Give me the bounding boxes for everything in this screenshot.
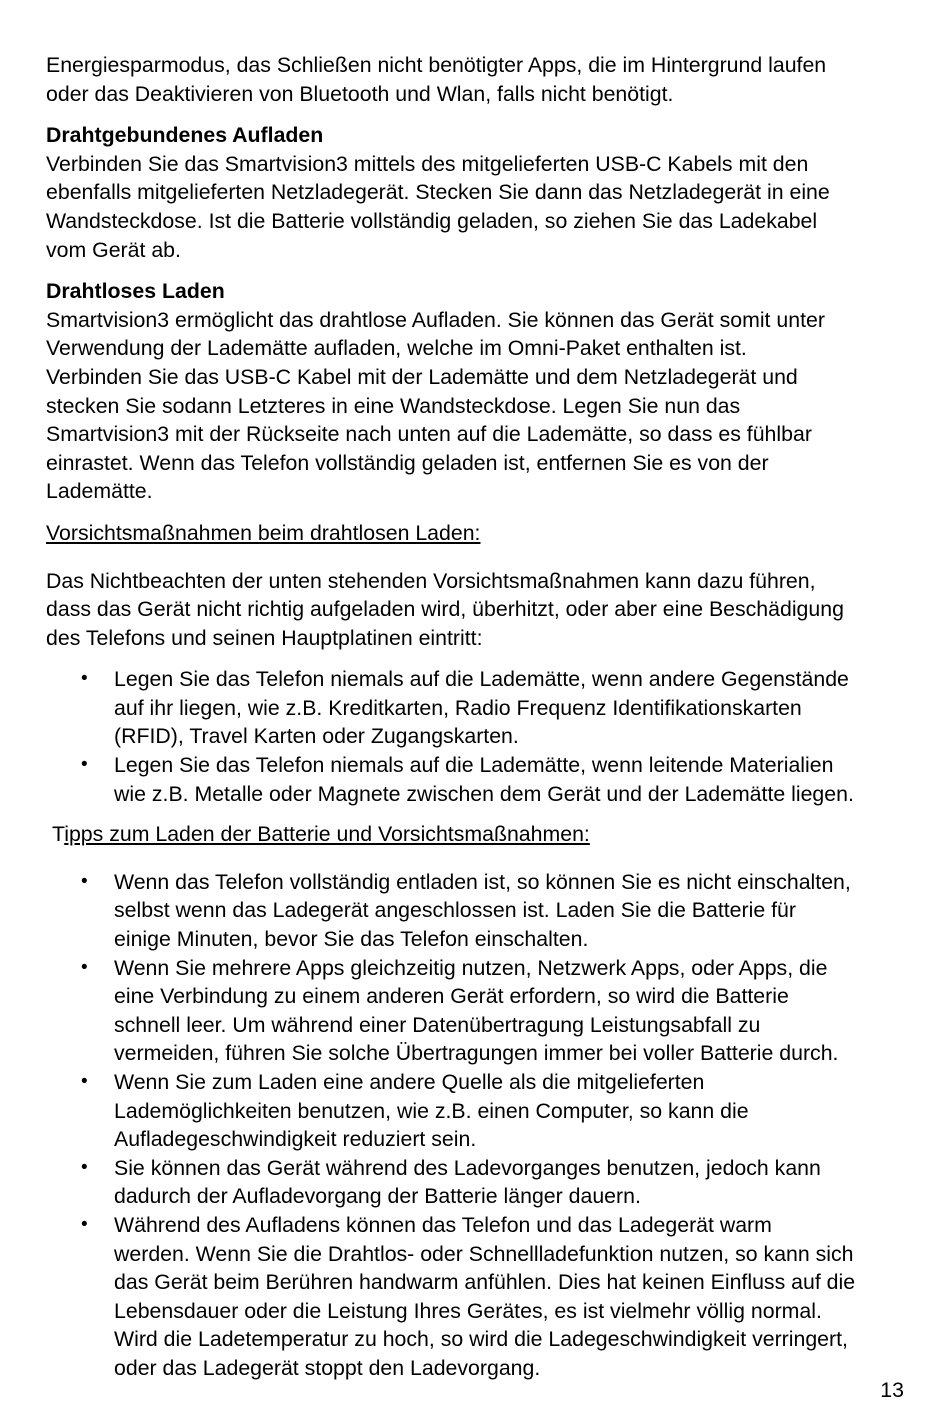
list-item-line: Während des Aufladens können das Telefon und das Ladegerät warm — [114, 1212, 772, 1237]
page-number: 13 — [880, 1378, 904, 1402]
list-item-line: selbst wenn das Ladegerät angeschlossen ist. Laden Sie die Batterie für — [114, 898, 796, 923]
bullet-icon: • — [81, 754, 88, 776]
list-item-line: oder das Ladegerät stoppt den Ladevorgang. — [114, 1355, 541, 1380]
wireless-charging-heading: Drahtloses Laden — [46, 279, 225, 304]
list-item — [46, 751, 916, 808]
list-item-line: Lademöglichkeiten benutzen, wie z.B. einen Computer, so kann die — [114, 1098, 749, 1123]
list-item-line: wie z.B. Metalle oder Magnete zwischen dem Gerät und der Lademätte liegen. — [114, 781, 854, 806]
wireless-line: einrastet. Wenn das Telefon vollständig geladen ist, entfernen Sie es von der — [46, 450, 769, 475]
list-item-line: Wenn Sie mehrere Apps gleichzeitig nutzen, Netzwerk Apps, oder Apps, die — [114, 955, 828, 980]
wireless-line: stecken Sie sodann Letzteres in eine Wandsteckdose. Legen Sie nun das — [46, 393, 741, 418]
precautions-list — [46, 665, 916, 808]
tips-list — [46, 868, 916, 1383]
wireless-line: Verbinden Sie das USB-C Kabel mit der Lademätte und dem Netzladegerät und — [46, 364, 798, 389]
precautions-heading-block — [46, 519, 916, 548]
wired-line: Wandsteckdose. Ist die Batterie vollständig geladen, so ziehen Sie das Ladekabel — [46, 208, 818, 233]
intro-line: oder das Deaktivieren von Bluetooth und Wlan, falls nicht benötigt. — [46, 81, 674, 106]
bullet-icon: • — [81, 1071, 88, 1092]
list-item — [46, 665, 916, 751]
intro-line: Energiesparmodus, das Schließen nicht benötigter Apps, die im Hintergrund laufen — [46, 53, 827, 77]
wireless-line: Smartvision3 mit der Rückseite nach unten auf die Lademätte, so dass es fühlbar — [46, 422, 812, 447]
tips-heading-block — [46, 820, 916, 849]
wired-charging-section — [46, 121, 916, 264]
list-item-line: Sie können das Gerät während des Ladevorganges benutzen, jedoch kann — [114, 1155, 821, 1180]
list-item-line: (RFID), Travel Karten oder Zugangskarten. — [114, 724, 519, 749]
precautions-line: des Telefons und seinen Hauptplatinen eintritt: — [46, 625, 483, 650]
list-item-line: dadurch der Aufladevorgang der Batterie länger dauern. — [114, 1184, 641, 1209]
wireless-charging-section — [46, 277, 916, 506]
wireless-line: Verwendung der Lademätte aufladen, welche im Omni-Paket enthalten ist. — [46, 336, 747, 361]
document-page — [46, 51, 916, 1395]
list-item-line: einige Minuten, bevor Sie das Telefon einschalten. — [114, 927, 589, 952]
list-item — [46, 954, 916, 1068]
list-item-line: vermeiden, führen Sie solche Übertragungen immer bei voller Batterie durch. — [114, 1041, 839, 1066]
tips-heading-prefix: T — [52, 822, 65, 847]
wireless-line: Smartvision3 ermöglicht das drahtlose Aufladen. Sie können das Gerät somit unter — [46, 307, 825, 332]
tips-heading: ipps zum Laden der Batterie und Vorsichtsmaßnahmen: — [64, 822, 590, 847]
list-item-line: das Gerät beim Berühren handwarm anfühlen. Dies hat keinen Einfluss auf die — [114, 1270, 856, 1295]
list-item-line: Wenn Sie zum Laden eine andere Quelle als die mitgelieferten — [114, 1070, 705, 1094]
list-item — [46, 1211, 916, 1383]
bullet-icon: • — [81, 956, 88, 978]
wireless-line: Lademätte. — [46, 479, 153, 504]
precautions-heading: Vorsichtsmaßnahmen beim drahtlosen Laden: — [46, 520, 481, 545]
precautions-line: dass das Gerät nicht richtig aufgeladen wird, überhitzt, oder aber eine Beschädigung — [46, 597, 844, 622]
list-item-line: Legen Sie das Telefon niemals auf die Lademätte, wenn leitende Materialien — [114, 753, 834, 778]
wired-line: ebenfalls mitgelieferten Netzladegerät. Stecken Sie dann das Netzladegerät in eine — [46, 180, 830, 205]
list-item — [46, 1154, 916, 1211]
wired-line: Verbinden Sie das Smartvision3 mittels des mitgelieferten USB-C Kabels mit den — [46, 151, 809, 176]
bullet-icon: • — [81, 870, 88, 892]
list-item-line: werden. Wenn Sie die Drahtlos- oder Schnellladefunktion nutzen, so kann sich — [114, 1241, 854, 1266]
list-item — [46, 1068, 916, 1154]
bullet-icon: • — [81, 1213, 88, 1235]
intro-paragraph — [46, 51, 916, 108]
list-item — [46, 868, 916, 954]
precautions-intro — [46, 567, 916, 653]
bullet-icon: • — [81, 668, 88, 690]
list-item-line: schnell leer. Um während einer Datenübertragung Leistungsabfall zu — [114, 1012, 761, 1037]
list-item-line: Legen Sie das Telefon niemals auf die Lademätte, wenn andere Gegenstände — [114, 667, 849, 692]
list-item-line: Lebensdauer oder die Leistung Ihres Gerätes, es ist vielmehr völlig normal. — [114, 1298, 822, 1323]
precautions-line: Das Nichtbeachten der unten stehenden Vorsichtsmaßnahmen kann dazu führen, — [46, 568, 816, 593]
list-item-line: Aufladegeschwindigkeit reduziert sein. — [114, 1127, 477, 1152]
bullet-icon: • — [81, 1156, 88, 1178]
list-item-line: Wird die Ladetemperatur zu hoch, so wird die Ladegeschwindigkeit verringert, — [114, 1327, 848, 1352]
wired-line: vom Gerät ab. — [46, 237, 181, 262]
wired-charging-heading: Drahtgebundenes Aufladen — [46, 123, 324, 148]
list-item-line: Wenn das Telefon vollständig entladen ist, so können Sie es nicht einschalten, — [114, 869, 851, 894]
list-item-line: auf ihr liegen, wie z.B. Kreditkarten, Radio Frequenz Identifikationskarten — [114, 695, 802, 720]
list-item-line: eine Verbindung zu einem anderen Gerät erfordern, so wird die Batterie — [114, 984, 789, 1009]
